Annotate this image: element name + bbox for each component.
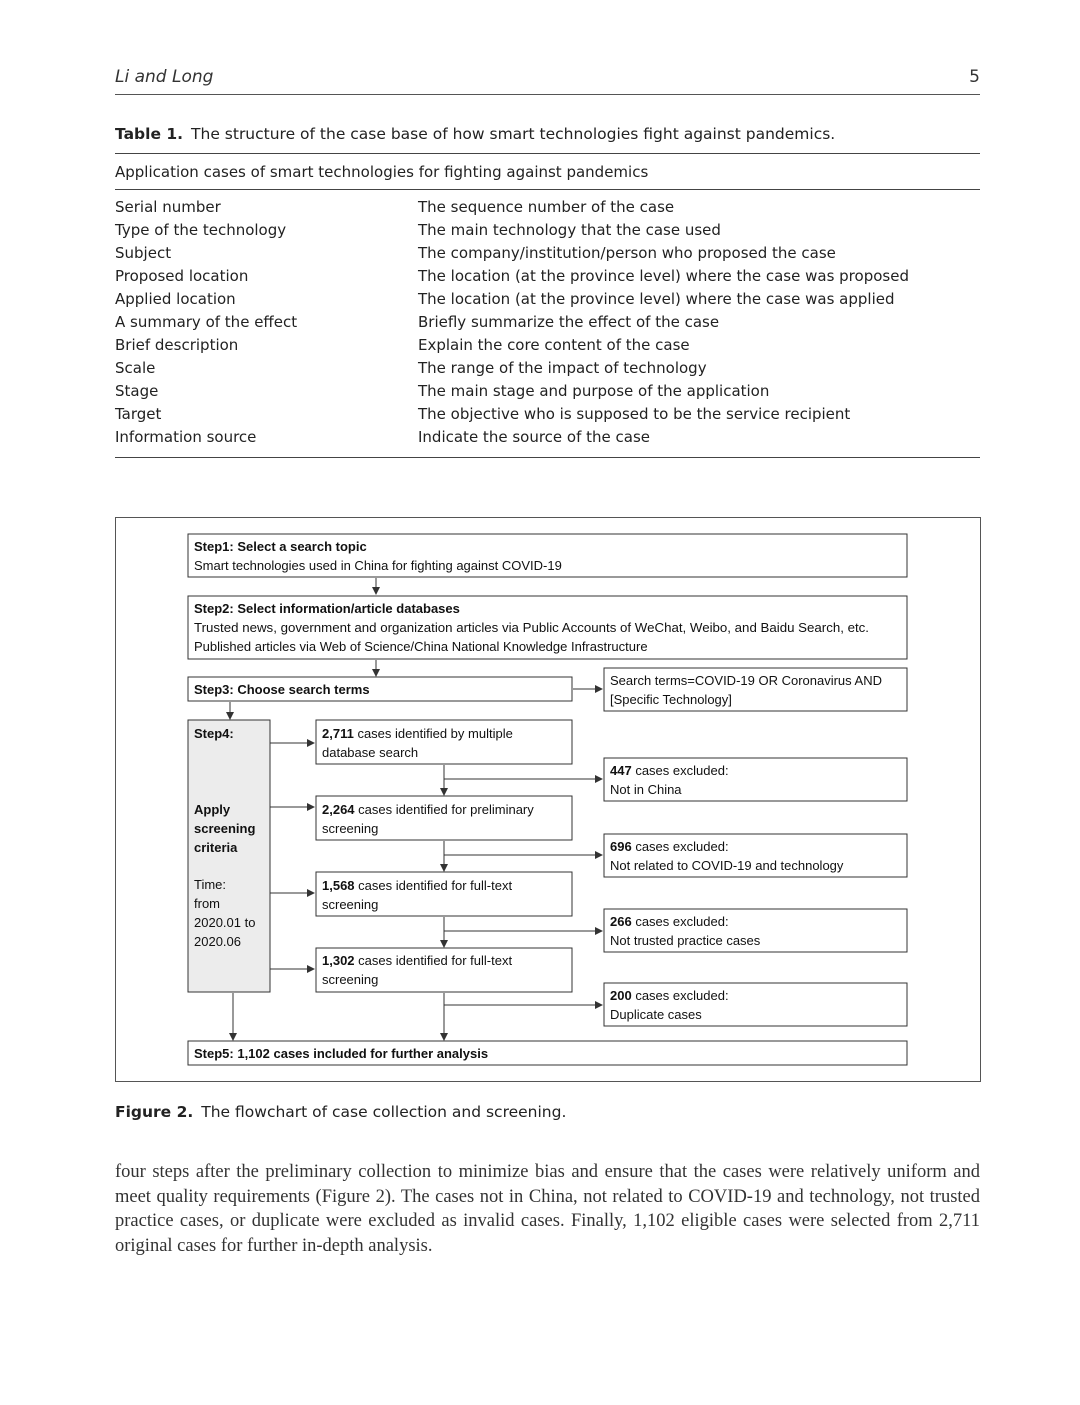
search-terms-line2: [Specific Technology] <box>610 692 732 707</box>
running-head-authors: Li and Long <box>115 67 214 87</box>
identified-text-4 <box>322 953 512 968</box>
excluded-text-1 <box>610 763 729 778</box>
identified-text-2 <box>322 802 534 817</box>
body-paragraph: four steps after the preliminary collection to minimize bias and ensure that the cases were relatively uniform and meet quality requirements (Figure 2). The cases not in China, not related to COVID-19 and technology, not trusted practice cases, or duplicate were excluded as invalid cases. Finally, 1,102 eligible cases were selected from 2,711 original cases for further in-depth analysis. <box>115 1162 980 1256</box>
figure-caption <box>115 1103 566 1121</box>
identified-label: cases identified by multiple <box>357 726 513 741</box>
table-cell-field: Target <box>115 405 162 423</box>
excluded-text-3 <box>610 914 729 929</box>
table-cell-description: The sequence number of the case <box>418 198 675 216</box>
flowchart <box>116 518 980 1081</box>
table-row <box>115 288 980 311</box>
identified-text-3b: screening <box>322 897 379 912</box>
table-cell-field: A summary of the effect <box>115 313 298 331</box>
table-caption <box>115 125 835 143</box>
table-cell-description: The company/institution/person who proposed the case <box>418 244 836 262</box>
excluded-count: 266 <box>610 914 632 929</box>
figure-caption-text: The flowchart of case collection and screening. <box>201 1103 567 1121</box>
excluded-count: 447 <box>610 763 632 778</box>
table-header-rule <box>115 189 980 190</box>
excluded-label: cases excluded: <box>635 988 729 1003</box>
table-cell-description: The objective who is supposed to be the service recipient <box>418 405 851 423</box>
table-cell-field: Stage <box>115 382 159 400</box>
table-column-header: Application cases of smart technologies for fighting against pandemics <box>115 163 649 181</box>
table-top-rule <box>115 153 980 154</box>
table-row <box>115 357 980 380</box>
table-cell-description: The main stage and purpose of the application <box>418 382 770 400</box>
identified-label: cases identified for full-text <box>358 878 513 893</box>
step1-title: Step1: Select a search topic <box>194 539 367 554</box>
table-bottom-rule <box>115 457 980 458</box>
search-terms-line1: Search terms=COVID-19 OR Coronavirus AND <box>610 673 883 688</box>
identified-count: 1,568 <box>322 878 355 893</box>
table-row <box>115 311 980 334</box>
step4-start-date: 2020.01 to <box>194 915 256 930</box>
step3-title: Step3: Choose search terms <box>194 682 370 697</box>
step4-criteria: criteria <box>194 840 238 855</box>
step1-text: Smart technologies used in China for fighting against COVID-19 <box>194 558 562 573</box>
table-cell-description: Briefly summarize the effect of the case <box>418 313 720 331</box>
excluded-label: cases excluded: <box>635 763 729 778</box>
table-cell-field: Brief description <box>115 336 239 354</box>
step4-end-date: 2020.06 <box>194 934 241 949</box>
excluded-label: cases excluded: <box>635 914 729 929</box>
identified-text-4b: screening <box>322 972 379 987</box>
table-cell-description: The location (at the province level) where the case was applied <box>418 290 895 308</box>
excluded-count: 200 <box>610 988 632 1003</box>
table-cell-field: Serial number <box>115 198 221 216</box>
table-label: Table 1. <box>115 125 184 143</box>
identified-text-1 <box>322 726 513 741</box>
table-row <box>115 334 980 357</box>
figure-label: Figure 2. <box>115 1103 194 1121</box>
excluded-text-4 <box>610 988 729 1003</box>
step4-box <box>188 720 270 992</box>
excluded-reason-2: Not related to COVID-19 and technology <box>610 858 844 873</box>
identified-count: 2,264 <box>322 802 355 817</box>
excluded-reason-1: Not in China <box>610 782 682 797</box>
identified-label: cases identified for preliminary <box>358 802 534 817</box>
step4-from: from <box>194 896 220 911</box>
table-cell-field: Type of the technology <box>115 221 287 239</box>
table-row <box>115 265 980 288</box>
step2-line2: Published articles via Web of Science/China National Knowledge Infrastructure <box>194 639 648 654</box>
step4-time: Time: <box>194 877 227 892</box>
excluded-text-2 <box>610 839 729 854</box>
table-row <box>115 380 980 403</box>
identified-count: 1,302 <box>322 953 355 968</box>
table-row <box>115 196 980 219</box>
table-row <box>115 219 980 242</box>
excluded-reason-3: Not trusted practice cases <box>610 933 761 948</box>
table-cell-description: The main technology that the case used <box>418 221 721 239</box>
table-row <box>115 242 980 265</box>
table-cell-field: Proposed location <box>115 267 249 285</box>
identified-label: cases identified for full-text <box>358 953 513 968</box>
excluded-count: 696 <box>610 839 632 854</box>
identified-count: 2,711 <box>322 726 354 741</box>
excluded-label: cases excluded: <box>635 839 729 854</box>
table-caption-text: The structure of the case base of how smart technologies fight against pandemics. <box>191 125 836 143</box>
table-cell-field: Information source <box>115 428 257 446</box>
table-cell-field: Applied location <box>115 290 236 308</box>
step4-title: Step4: <box>194 726 234 741</box>
table-cell-description: The location (at the province level) where the case was proposed <box>418 267 909 285</box>
identified-text-2b: screening <box>322 821 379 836</box>
figure-frame <box>115 517 981 1082</box>
step2-line1: Trusted news, government and organization articles via Public Accounts of WeChat, Weibo, and Baidu Search, etc. <box>194 620 869 635</box>
step5-title: Step5: 1,102 cases included for further analysis <box>194 1046 489 1061</box>
step4-apply: Apply <box>194 802 231 817</box>
header-rule <box>115 94 980 95</box>
identified-text-1b: database search <box>322 745 419 760</box>
excluded-reason-4: Duplicate cases <box>610 1007 702 1022</box>
table-cell-description: Indicate the source of the case <box>418 428 650 446</box>
table-row <box>115 403 980 426</box>
table-row <box>115 426 980 449</box>
table-cell-description: Explain the core content of the case <box>418 336 690 354</box>
table-cell-field: Scale <box>115 359 156 377</box>
table-cell-field: Subject <box>115 244 172 262</box>
step2-title: Step2: Select information/article databases <box>194 601 460 616</box>
table-cell-description: The range of the impact of technology <box>418 359 707 377</box>
step4-screening: screening <box>194 821 256 836</box>
identified-text-3 <box>322 878 512 893</box>
page-number: 5 <box>969 67 980 87</box>
